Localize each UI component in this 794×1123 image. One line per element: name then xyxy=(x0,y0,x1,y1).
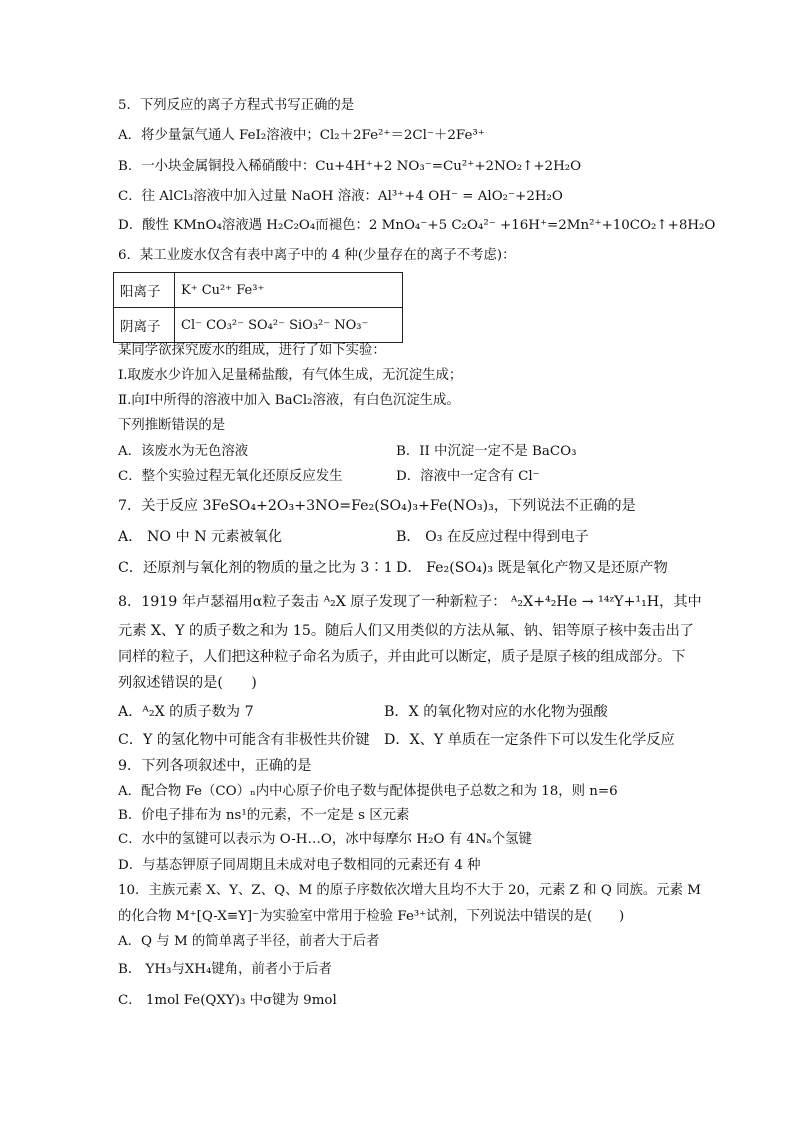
q5-stem: 5．下列反应的离子方程式书写正确的是 xyxy=(118,98,355,113)
q8-option-c: C．Y 的氢化物中可能含有非极性共价键 xyxy=(118,732,370,748)
q10-option-b: B． YH₃与XH₄键角，前者小于后者 xyxy=(118,962,332,977)
q8-option-b: B．X 的氧化物对应的水化物为强酸 xyxy=(384,704,608,720)
q8-option-row-2 xyxy=(118,730,675,750)
q7-option-c: C．还原剂与氧化剂的物质的量之比为 3∶1 xyxy=(118,560,393,576)
ion-table xyxy=(113,272,403,343)
q6-stem: 6．某工业废水仅含有表中离子中的 4 种(少量存在的离子不考虑)： xyxy=(118,248,516,263)
q10-line-2: 的化合物 M⁺[Q-X≡Y]⁻为实验室中常用于检验 Fe³⁺试剂，下列说法中错误的是( ) xyxy=(118,909,625,924)
q6-ask: 下列推断错误的是 xyxy=(118,418,226,433)
q8-option-a: A．ᴬ₂X 的质子数为 7 xyxy=(118,704,254,720)
q8-option-row-1 xyxy=(118,702,608,722)
q5-option-d: D．酸性 KMnO₄溶液遇 H₂C₂O₄而褪色：2 MnO₄⁻+5 C₂O₄²⁻ +16H⁺=2Mn²⁺+10CO₂↑+8H₂O xyxy=(118,218,716,233)
q7-option-b: B． O₃ 在反应过程中得到电子 xyxy=(396,529,589,545)
q5-option-b: B．一小块金属铜投入稀硝酸中：Cu+4H⁺+2 NO₃⁻=Cu²⁺+2NO₂↑+2H₂O xyxy=(118,159,582,174)
q10-option-c: C． 1mol Fe(QXY)₃ 中σ键为 9mol xyxy=(118,993,337,1008)
q6-option-b: B．II 中沉淀一定不是 BaCO₃ xyxy=(396,444,577,459)
q6-option-c: C．整个实验过程无氧化还原反应发生 xyxy=(118,469,343,484)
q9-option-c: C．水中的氢键可以表示为 O-H…O，冰中每摩尔 H₂O 有 4Nₐ个氢键 xyxy=(118,832,532,847)
q6-step-1: Ⅰ.取废水少许加入足量稀盐酸，有气体生成，无沉淀生成； xyxy=(118,368,463,383)
q6-option-d: D．溶液中一定含有 Cl⁻ xyxy=(396,469,540,484)
q8-line-3: 同样的粒子，人们把这种粒子命名为质子，并由此可以断定，质子是原子核的组成部分。下 xyxy=(118,649,686,665)
q5-option-a: A．将少量氯气通人 FeI₂溶液中；Cl₂＋2Fe²⁺＝2Cl⁻＋2Fe³⁺ xyxy=(118,128,485,143)
q8-line-4: 列叙述错误的是( ) xyxy=(118,675,257,691)
q5-option-c: C．往 AlCl₃溶液中加入过量 NaOH 溶液：Al³⁺+4 OH⁻ = AlO₂⁻+2H₂O xyxy=(118,189,563,204)
q7-stem: 7．关于反应 3FeSO₄+2O₃+3NO=Fe₂(SO₄)₃+Fe(NO₃)₃，下列说法不正确的是 xyxy=(118,498,636,514)
q10-option-a: A．Q 与 M 的简单离子半径，前者大于后者 xyxy=(118,934,380,949)
q9-stem: 9．下列各项叙述中，正确的是 xyxy=(118,758,312,774)
q7-option-row-1 xyxy=(118,527,589,547)
anion-row xyxy=(114,308,403,343)
q9-option-a: A．配合物 Fe（CO）ₙ内中心原子价电子数与配体提供电子总数之和为 18，则 n=6 xyxy=(118,784,618,799)
q8-line-2: 元素 X、Y 的质子数之和为 15。随后人们又用类似的方法从氟、钠、铝等原子核中轰击出了 xyxy=(118,623,694,639)
anion-list: Cl⁻ CO₃²⁻ SO₄²⁻ SiO₃²⁻ NO₃⁻ xyxy=(175,308,403,343)
q10-line-1: 10．主族元素 X、Y、Z、Q、M 的原子序数依次增大且均不大于 20，元素 Z 和 Q 同族。元素 M xyxy=(118,883,701,898)
q9-option-b: B．价电子排布为 ns¹的元素，不一定是 s 区元素 xyxy=(118,808,410,823)
anion-label: 阴离子 xyxy=(114,308,175,343)
q9-option-d: D．与基态钾原子同周期且未成对电子数相同的元素还有 4 种 xyxy=(118,858,481,873)
q6-step-2: Ⅱ.向Ⅰ中所得的溶液中加入 BaCl₂溶液，有白色沉淀生成。 xyxy=(118,393,460,408)
cation-label: 阳离子 xyxy=(114,273,175,308)
q6-intro: 某同学欲探究废水的组成，进行了如下实验： xyxy=(118,343,386,358)
q6-option-row-1 xyxy=(118,442,577,462)
q6-option-row-2 xyxy=(118,467,540,487)
q8-option-d: D．X、Y 单质在一定条件下可以发生化学反应 xyxy=(384,732,675,748)
cation-row xyxy=(114,273,403,308)
q7-option-a: A． NO 中 N 元素被氧化 xyxy=(118,529,283,545)
cation-list: K⁺ Cu²⁺ Fe³⁺ xyxy=(175,273,403,308)
q7-option-row-2 xyxy=(118,558,668,578)
q6-option-a: A．该废水为无色溶液 xyxy=(118,444,249,459)
q8-line-1: 8．1919 年卢瑟福用α粒子轰击 ᴬ₂X 原子发现了一种新粒子： ᴬ₂X+⁴₂He → ¹⁴ᶻY+¹₁H，其中 xyxy=(118,594,702,610)
q7-option-d: D． Fe₂(SO₄)₃ 既是氧化产物又是还原产物 xyxy=(396,560,668,576)
